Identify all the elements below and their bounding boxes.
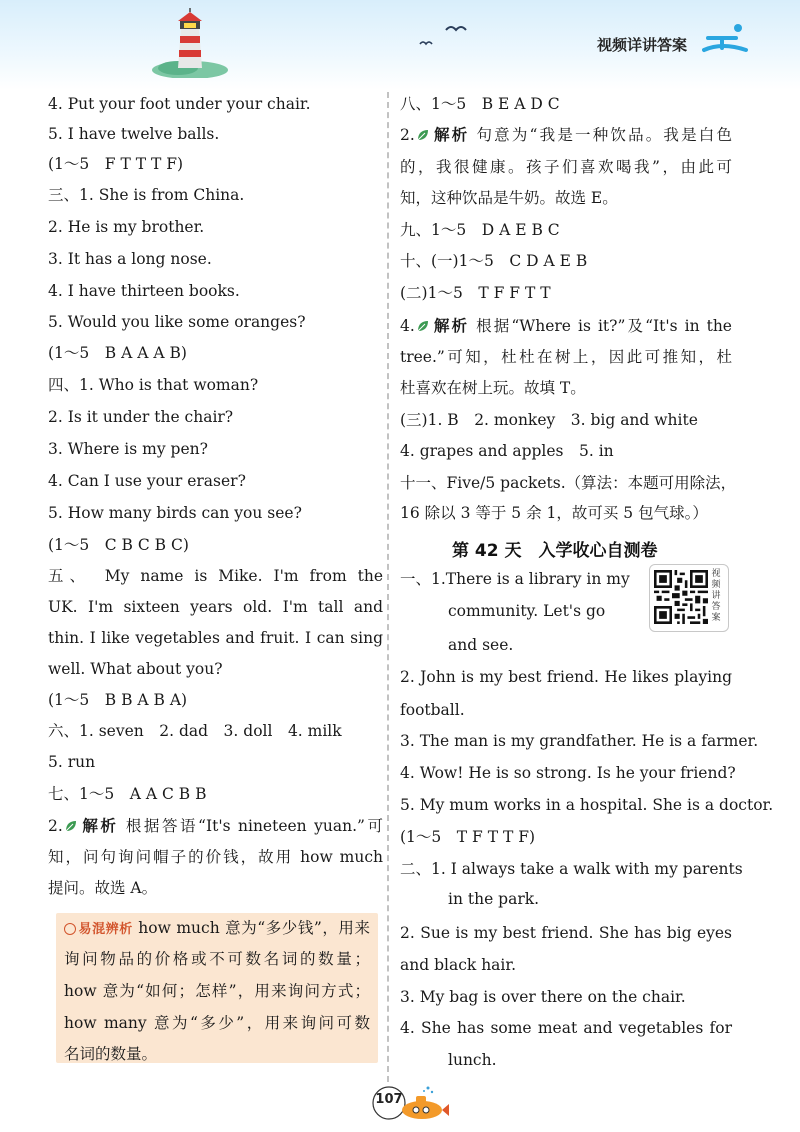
- answer-text: 4. Can I use your eraser?: [48, 472, 246, 490]
- leaf-icon: [416, 317, 430, 339]
- answer-line: [448, 888, 732, 910]
- answer-text: (二)1～5 T F F T T: [400, 284, 551, 302]
- answer-line: [400, 826, 732, 848]
- analysis-label: 解析: [79, 817, 119, 835]
- page-number-badge: [370, 1082, 450, 1128]
- tip-line: [64, 1043, 370, 1065]
- answer-line: [400, 124, 732, 148]
- birds-icon: [418, 22, 468, 52]
- qr-code-box[interactable]: [649, 564, 729, 632]
- answer-text: 5. I have twelve balls.: [48, 125, 220, 143]
- answer-text: 三、1. She is from China.: [48, 186, 245, 204]
- answer-line: [48, 311, 383, 333]
- answer-line: [48, 123, 383, 145]
- tip-tag: [64, 922, 133, 937]
- answer-line: [400, 377, 732, 399]
- answer-line: [400, 472, 737, 494]
- answer-line: [48, 815, 383, 839]
- answer-text: 2. Is it under the chair?: [48, 408, 234, 426]
- answer-text: UK. I'm sixteen years old. I'm tall and: [48, 598, 383, 616]
- answer-line: [48, 534, 383, 556]
- answer-line: [400, 922, 732, 944]
- answer-line: [48, 470, 383, 492]
- leaf-icon: [64, 817, 78, 839]
- answer-text: football.: [400, 701, 465, 719]
- tip-line: [64, 1012, 370, 1034]
- answer-line: [400, 502, 732, 524]
- answer-text: 16 除以 3 等于 5 余 1，故可买 5 包气球。）: [400, 504, 708, 522]
- analysis-label: 解析: [431, 126, 470, 144]
- tip-text: 询问物品的价格或不可数名词的数量；: [64, 950, 370, 968]
- answer-text: 4. Put your foot under your chair.: [48, 95, 311, 113]
- section-title: 第 42 天 入学收心自测卷: [452, 541, 658, 561]
- answer-line: [48, 342, 383, 364]
- answer-text: 六、1. seven 2. dad 3. doll 4. milk: [48, 722, 342, 740]
- answer-line: [400, 315, 732, 339]
- qr-code-icon: [654, 570, 708, 624]
- answer-line: [400, 346, 732, 368]
- tip-line: [64, 980, 370, 1002]
- answer-line: [400, 440, 732, 462]
- answer-line: [48, 720, 383, 742]
- answer-text: (1～5 C B C B C): [48, 536, 189, 554]
- answer-text: 的，我很健康。孩子们喜欢喝我”，由此可: [400, 158, 732, 176]
- answer-text: 3. My bag is over there on the chair.: [400, 988, 686, 1006]
- answer-text: community. Let's go: [448, 602, 606, 620]
- answer-text: 3. The man is my grandfather. He is a farmer.: [400, 732, 759, 750]
- answer-line: [400, 1017, 732, 1039]
- answer-text: 知，这种饮品是牛奶。故选 E。: [400, 189, 618, 207]
- leaf-icon: [416, 126, 430, 148]
- answer-text: 四、1. Who is that woman?: [48, 376, 259, 394]
- answer-line: [48, 658, 383, 680]
- tip-line: [64, 917, 370, 941]
- answer-text: in the park.: [448, 890, 540, 908]
- answer-text: 知，问句询问帽子的价钱，故用 how much: [48, 848, 383, 866]
- answer-text: 九、1～5 D A E B C: [400, 221, 560, 239]
- answer-number: 2.: [400, 126, 415, 144]
- answer-text: 句意为“我是一种饮品。我是白色: [476, 126, 732, 144]
- answer-line: [400, 187, 732, 209]
- answer-text: 3. It has a long nose.: [48, 250, 212, 268]
- answer-text: 3. Where is my pen?: [48, 440, 208, 458]
- answer-text: (三)1. B 2. monkey 3. big and white: [400, 411, 698, 429]
- answer-line: [48, 93, 383, 115]
- tip-tag-text: 易混辨析: [78, 922, 133, 937]
- answer-line: [400, 409, 732, 431]
- answer-number: 4.: [400, 317, 415, 335]
- answer-line: [48, 153, 383, 175]
- answer-line: [400, 954, 732, 976]
- tip-bulb-icon: [64, 923, 76, 935]
- answer-text: 杜喜欢在树上玩。故填 T。: [400, 379, 586, 397]
- answer-text: (1～5 B A A A B): [48, 344, 187, 362]
- answer-line: [400, 730, 759, 752]
- answer-line: [400, 93, 732, 115]
- answer-video-label: 视频详讲答案: [597, 36, 688, 54]
- answer-text: 4. She has some meat and vegetables for: [400, 1019, 732, 1037]
- answer-line: [400, 666, 732, 688]
- answer-line: [48, 216, 383, 238]
- answer-text: 5. Would you like some oranges?: [48, 313, 306, 331]
- answer-line: [400, 794, 774, 816]
- column-divider: [387, 92, 389, 1082]
- answer-text: 十一、Five/5 packets.（算法：本题可用除法，: [400, 474, 737, 492]
- answer-text: lunch.: [448, 1051, 497, 1069]
- answer-line: [48, 406, 383, 428]
- tip-text: how 意为“如何；怎样”，用来询问方式；: [64, 982, 370, 1000]
- answer-text: (1～5 F T T T F): [48, 155, 184, 173]
- tip-line: [64, 948, 370, 970]
- brand-logo-icon: [702, 20, 750, 60]
- answer-text: thin. I like vegetables and fruit. I can sing: [48, 629, 383, 647]
- page-number: 107: [375, 1092, 403, 1107]
- answer-text: 4. grapes and apples 5. in: [400, 442, 614, 460]
- answer-line: [400, 156, 732, 178]
- confusion-tip-box: [56, 913, 378, 1063]
- answer-line: [400, 219, 732, 241]
- answer-number: 2.: [48, 817, 63, 835]
- answer-line: [48, 502, 383, 524]
- answer-line: [448, 1049, 732, 1071]
- answer-line: [400, 858, 743, 880]
- answer-text: 十、(一)1～5 C D A E B: [400, 252, 588, 270]
- answer-line: [48, 596, 383, 618]
- answer-line: [48, 751, 383, 773]
- qr-label: 视频讲答案: [711, 569, 721, 623]
- answer-line: [48, 846, 383, 868]
- answer-line: [48, 280, 383, 302]
- answer-text: 2. John is my best friend. He likes playing: [400, 668, 732, 686]
- answer-text: (1～5 B B A B A): [48, 691, 188, 709]
- answer-text: 八、1～5 B E A D C: [400, 95, 560, 113]
- answer-line: [48, 438, 383, 460]
- answer-text: 二、1. I always take a walk with my parents: [400, 860, 743, 878]
- answer-line: [48, 374, 383, 396]
- answer-line: [48, 627, 383, 649]
- answer-line: [400, 250, 732, 272]
- answer-text: 根据“Where is it?”及“It's in the: [476, 317, 732, 335]
- answer-text: tree.”可知，杜杜在树上，因此可推知，杜: [400, 348, 732, 366]
- answer-line: [48, 248, 383, 270]
- tip-text: 名词的数量。: [64, 1045, 158, 1063]
- answer-line: [448, 634, 732, 656]
- answer-line: [48, 877, 383, 899]
- answer-line: [48, 783, 383, 805]
- tip-text: how much 意为“多少钱”，用来: [138, 919, 370, 937]
- answer-text: 5. run: [48, 753, 96, 771]
- lighthouse-icon: [150, 8, 230, 78]
- answer-text: and see.: [448, 636, 514, 654]
- answer-text: well. What about you?: [48, 660, 223, 678]
- answer-text: 提问。故选 A。: [48, 879, 158, 897]
- answer-text: 根据答语“It's nineteen yuan.”可: [125, 817, 383, 835]
- answer-text: 2. Sue is my best friend. She has big eyes: [400, 924, 732, 942]
- answer-text: 七、1～5 A A C B B: [48, 785, 207, 803]
- answer-text: (1～5 T F T T F): [400, 828, 536, 846]
- analysis-label: 解析: [431, 317, 470, 335]
- page-header: [0, 0, 800, 90]
- answer-line: [400, 762, 736, 784]
- answer-text: 4. Wow! He is so strong. Is he your friend?: [400, 764, 736, 782]
- answer-line: [48, 184, 383, 206]
- answer-text: 2. He is my brother.: [48, 218, 205, 236]
- answer-line: [48, 689, 383, 711]
- answer-line: [400, 282, 732, 304]
- answer-text: 5. How many birds can you see?: [48, 504, 302, 522]
- answer-text: 4. I have thirteen books.: [48, 282, 240, 300]
- tip-text: how many 意为“多少”，用来询问可数: [64, 1014, 370, 1032]
- answer-line: [400, 699, 732, 721]
- answer-text: 一、1.There is a library in my: [400, 570, 630, 588]
- answer-text: and black hair.: [400, 956, 517, 974]
- answer-text: 5. My mum works in a hospital. She is a doctor.: [400, 796, 774, 814]
- answer-line: [48, 565, 383, 587]
- answer-line: [400, 986, 732, 1008]
- answer-text: 五、 My name is Mike. I'm from the: [48, 567, 383, 585]
